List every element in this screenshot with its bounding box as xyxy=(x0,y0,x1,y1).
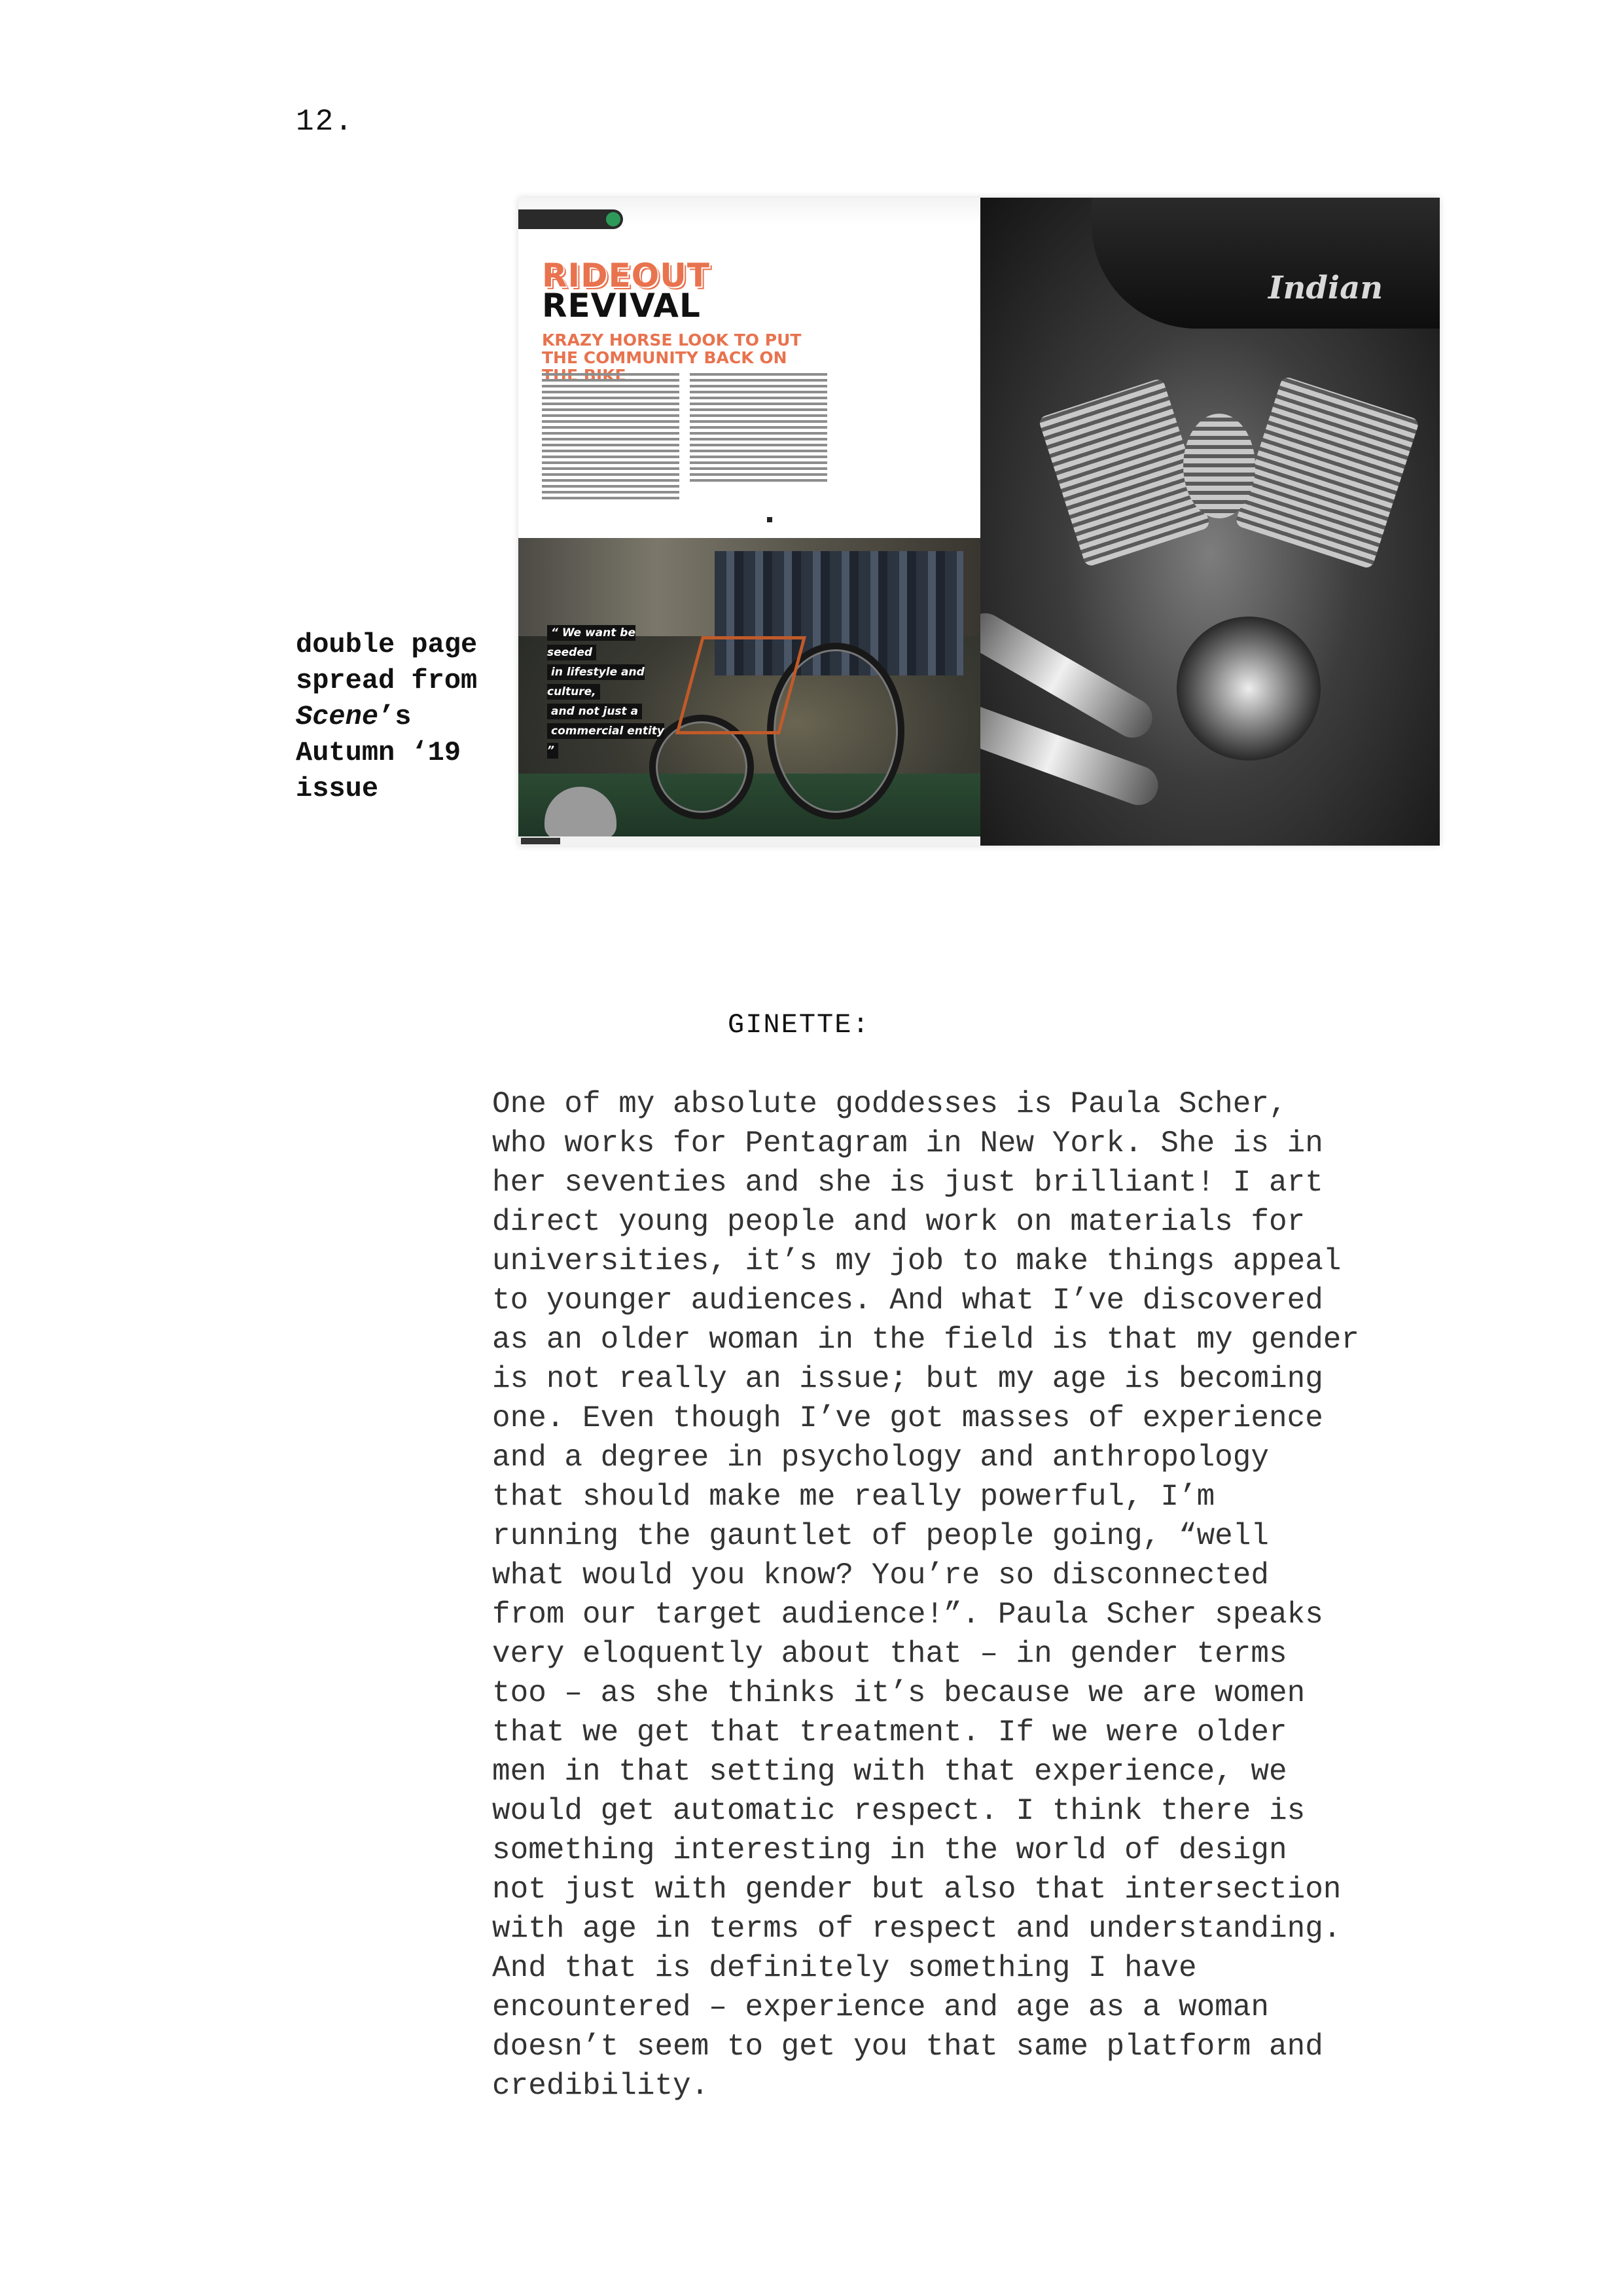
pull-quote-line: and not just a xyxy=(547,704,642,719)
body-text-line: as an older woman in the field is that my gender xyxy=(492,1323,1360,1357)
body-text-line: that we get that treatment. If we were older xyxy=(492,1715,1287,1749)
body-text-line: with age in terms of respect and understanding. xyxy=(492,1912,1342,1946)
body-text-line: that should make me really powerful, I’m xyxy=(492,1480,1215,1514)
caption-publication: Scene xyxy=(296,701,379,732)
body-text-line: men in that setting with that experience, we xyxy=(492,1755,1287,1789)
engine-crank-cover xyxy=(1177,617,1321,761)
page-number: 12. xyxy=(296,105,354,139)
speaker-label: GINETTE: xyxy=(728,1009,870,1041)
body-text-line: would get automatic respect. I think there is xyxy=(492,1794,1306,1828)
body-text-line: universities, it’s my job to make things appeal xyxy=(492,1244,1342,1278)
tank-brand-logo: Indian xyxy=(1268,270,1383,306)
magazine-spread-image xyxy=(518,198,1440,846)
pull-quote-line: commercial entity ” xyxy=(547,725,665,757)
body-text-line: too – as she thinks it’s because we are women xyxy=(492,1676,1306,1710)
image-caption xyxy=(296,627,512,807)
article-column-1 xyxy=(542,373,679,503)
magazine-left-page xyxy=(518,198,980,846)
section-tab xyxy=(518,209,623,229)
page-footer-bar xyxy=(518,836,980,846)
body-text-line: One of my absolute goddesses is Paula Scher, xyxy=(492,1087,1287,1121)
body-text-line: her seventies and she is just brilliant! I art xyxy=(492,1166,1323,1200)
body-text-line: credibility. xyxy=(492,2069,709,2103)
body-text-line: is not really an issue; but my age is becoming xyxy=(492,1362,1323,1396)
body-text-line: direct young people and work on materials for xyxy=(492,1205,1306,1239)
body-text-line: doesn’t seem to get you that same platform and xyxy=(492,2030,1323,2064)
article-end-mark xyxy=(767,517,772,522)
article-headline-line2: REVIVAL xyxy=(542,287,701,325)
pull-quote xyxy=(547,623,678,761)
fuel-tank xyxy=(1092,198,1440,329)
body-text-line: running the gauntlet of people going, “well xyxy=(492,1519,1269,1553)
body-text-line: not just with gender but also that intersection xyxy=(492,1873,1342,1907)
body-text-line: who works for Pentagram in New York. She is in xyxy=(492,1126,1323,1160)
caption-prefix: double page spread from xyxy=(296,629,478,696)
body-text-line: very eloquently about that – in gender terms xyxy=(492,1637,1287,1671)
body-text-line: one. Even though I’ve got masses of experience xyxy=(492,1401,1323,1435)
body-text-line: something interesting in the world of design xyxy=(492,1833,1287,1867)
article-subheadline: KRAZY HORSE LOOK TO PUT THE COMMUNITY BACK ON xyxy=(542,331,802,367)
section-dot-icon xyxy=(606,212,620,226)
body-text-line: encountered – experience and age as a woman xyxy=(492,1990,1269,2024)
body-text-line: to younger audiences. And what I’ve discovered xyxy=(492,1283,1323,1318)
body-text-line: from our target audience!”. Paula Scher speaks xyxy=(492,1598,1323,1632)
pull-quote-line: “ We want be seeded xyxy=(547,626,636,659)
article-column-2 xyxy=(690,373,827,485)
article-headline-line1: RIDEOUT xyxy=(542,257,710,295)
body-text-line: and a degree in psychology and anthropology xyxy=(492,1441,1269,1475)
interview-body-text xyxy=(492,1085,1435,2106)
caption-suffix: ’s Autumn ‘19 issue xyxy=(296,701,461,804)
motorcycle-engine-photo xyxy=(980,198,1440,846)
pull-quote-line: in lifestyle and culture, xyxy=(547,666,645,698)
body-text-line: what would you know? You’re so disconnected xyxy=(492,1558,1269,1592)
body-text-line: And that is definitely something I have xyxy=(492,1951,1197,1985)
workshop-bike-photo xyxy=(518,538,980,846)
article-text-panel xyxy=(518,198,980,538)
